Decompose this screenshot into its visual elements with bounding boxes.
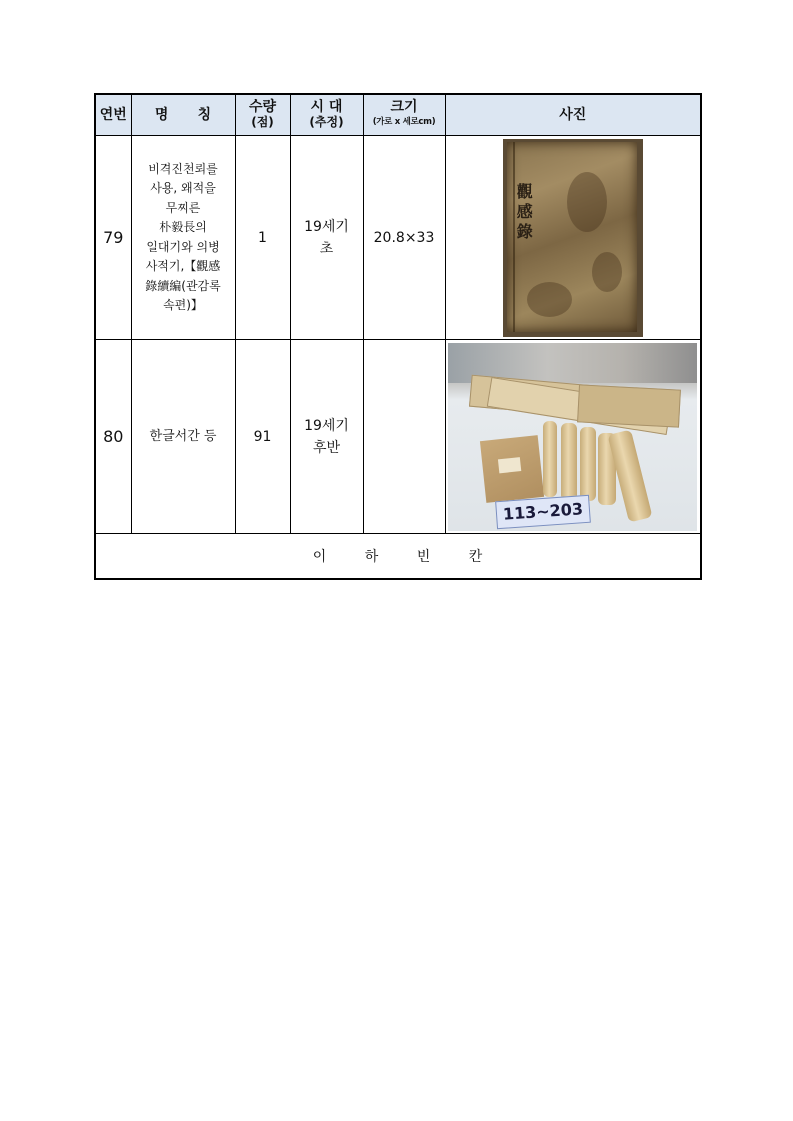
- header-size-unit: (가로 x 세로cm): [372, 117, 436, 127]
- old-book-photo: [503, 139, 643, 337]
- book-label: [498, 457, 521, 473]
- item-name-line: 무찌른: [165, 200, 201, 215]
- item-era: [290, 136, 363, 340]
- header-quantity-unit: (점): [251, 115, 274, 129]
- blank-notice: [95, 534, 701, 580]
- item-photo: [445, 340, 701, 534]
- item-quantity: 1: [235, 136, 290, 340]
- item-era-line: 초: [319, 240, 334, 257]
- header-no: 연번: [95, 94, 131, 136]
- book-stain: [527, 282, 572, 317]
- item-name-line: 비격진천뢰를: [148, 161, 218, 176]
- letters-photo: [448, 343, 697, 531]
- book-title: 觀感錄: [516, 181, 533, 241]
- header-size-main: 크기: [390, 99, 418, 115]
- book-stain: [592, 252, 622, 292]
- item-name-line: 속편)】: [163, 298, 203, 312]
- header-era: [290, 94, 363, 136]
- header-name: 명 칭: [131, 94, 235, 136]
- item-quantity: 91: [235, 340, 290, 534]
- header-row: [95, 94, 701, 136]
- blank-notice-char: 하: [364, 549, 380, 565]
- scroll: [543, 421, 557, 497]
- item-name-line: 朴毅長의: [159, 220, 207, 234]
- item-name-line: 사적기,【觀感: [145, 259, 221, 273]
- header-photo: 사진: [445, 94, 701, 136]
- table-row: [95, 136, 701, 340]
- item-size: [363, 340, 445, 534]
- item-name-line: 사용, 왜적을: [150, 181, 216, 195]
- header-size: [363, 94, 445, 136]
- item-name-line: 일대기와 의병: [146, 239, 220, 254]
- header-era-note: (추정): [309, 115, 344, 129]
- header-quantity-main: 수량: [248, 99, 277, 115]
- item-size: 20.8×33: [363, 136, 445, 340]
- row-number: 80: [95, 340, 131, 534]
- book-stain: [567, 172, 607, 232]
- bound-book: [480, 435, 544, 503]
- blank-notice-row: [95, 534, 701, 580]
- catalog-table: [94, 93, 702, 580]
- item-era: [290, 340, 363, 534]
- item-name-line: 한글서간 등: [149, 428, 217, 444]
- item-name: [131, 340, 235, 534]
- row-number: 79: [95, 136, 131, 340]
- table-row: [95, 340, 701, 534]
- blank-notice-char: 이: [312, 549, 328, 565]
- item-era-line: 19세기: [304, 417, 349, 434]
- item-name: [131, 136, 235, 340]
- header-quantity: [235, 94, 290, 136]
- header-era-main: 시 대: [310, 99, 343, 115]
- item-number-tag: 113~203: [495, 494, 591, 528]
- item-photo: [445, 136, 701, 340]
- blank-notice-char: 빈: [416, 549, 432, 565]
- scroll: [580, 427, 596, 501]
- item-name-line: 錄續編(관감록: [145, 278, 221, 293]
- item-era-line: 후반: [312, 439, 341, 456]
- scroll: [561, 423, 577, 501]
- item-era-line: 19세기: [304, 218, 349, 235]
- book-cover: [507, 142, 637, 332]
- letter-sheet: [577, 384, 681, 427]
- blank-notice-char: 칸: [468, 549, 484, 565]
